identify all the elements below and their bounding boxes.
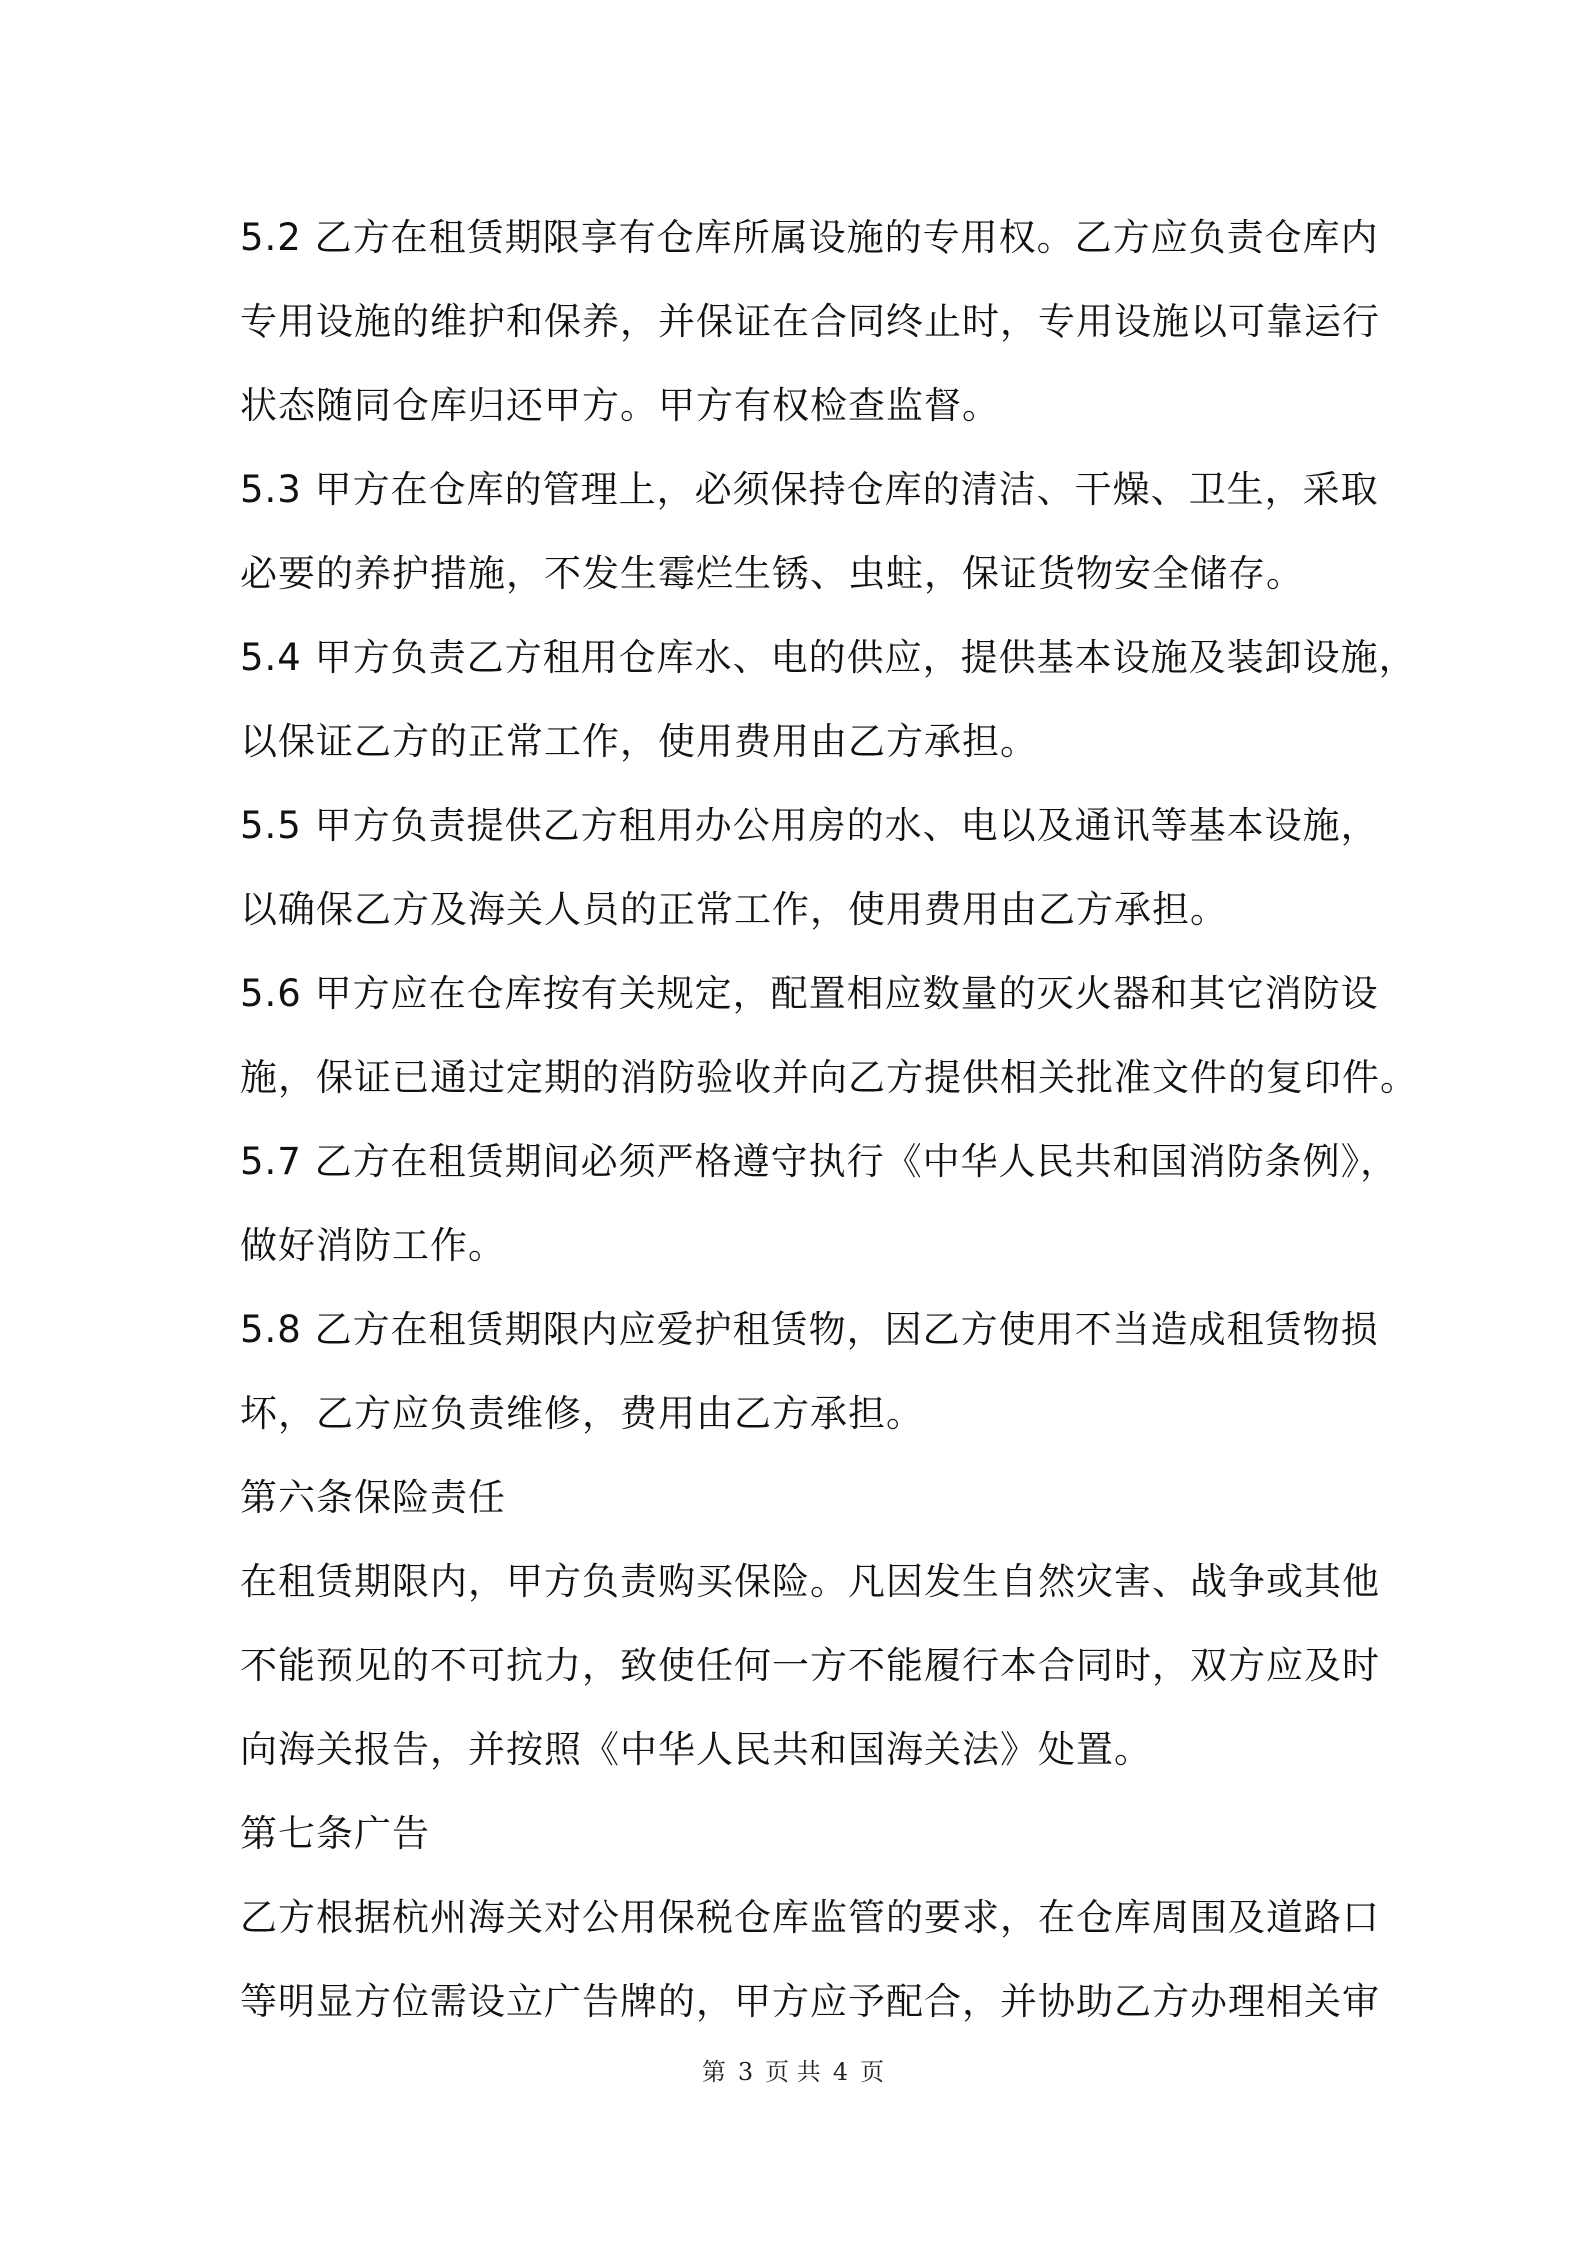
text-line: 做好消防工作。 [240,1224,506,1267]
text-line: 5.3 甲方在仓库的管理上，必须保持仓库的清洁、干燥、卫生，采取 [240,468,1379,511]
text-line: 施，保证已通过定期的消防验收并向乙方提供相关批准文件的复印件。 [240,1056,1418,1099]
current-page-number: 3 [737,2058,754,2086]
page-label-prefix: 第 [701,2058,726,2086]
section-heading: 第六条保险责任 [240,1476,506,1519]
text-line: 不能预见的不可抗力，致使任何一方不能履行本合同时，双方应及时 [240,1644,1380,1687]
page-footer [0,2052,1586,2087]
text-line: 坏，乙方应负责维修，费用由乙方承担。 [240,1392,924,1435]
text-line: 必要的养护措施，不发生霉烂生锈、虫蛀，保证货物安全储存。 [240,552,1304,595]
text-line: 5.2 乙方在租赁期限享有仓库所属设施的专用权。乙方应负责仓库内 [240,216,1379,259]
section-heading: 第七条广告 [240,1812,430,1855]
text-line: 专用设施的维护和保养，并保证在合同终止时，专用设施以可靠运行 [240,300,1380,343]
text-line: 5.4 甲方负责乙方租用仓库水、电的供应，提供基本设施及装卸设施， [240,636,1417,679]
text-line: 状态随同仓库归还甲方。甲方有权检查监督。 [240,384,1000,427]
text-line: 5.8 乙方在租赁期限内应爱护租赁物，因乙方使用不当造成租赁物损 [240,1308,1379,1351]
text-line: 5.7 乙方在租赁期间必须严格遵守执行《中华人民共和国消防条例》， [240,1140,1399,1183]
text-line: 乙方根据杭州海关对公用保税仓库监管的要求，在仓库周围及道路口 [240,1896,1380,1939]
total-pages-number: 4 [832,2058,849,2086]
page-label-suffix: 页 [860,2058,885,2086]
text-line: 5.5 甲方负责提供乙方租用办公用房的水、电以及通讯等基本设施， [240,804,1379,847]
text-line: 等明显方位需设立广告牌的，甲方应予配合，并协助乙方办理相关审 [240,1980,1380,2023]
text-line: 向海关报告，并按照《中华人民共和国海关法》处置。 [240,1728,1152,1771]
text-line: 以确保乙方及海关人员的正常工作，使用费用由乙方承担。 [240,888,1228,931]
document-body [240,196,1418,2044]
text-line: 以保证乙方的正常工作，使用费用由乙方承担。 [240,720,1038,763]
text-line: 5.6 甲方应在仓库按有关规定，配置相应数量的灭火器和其它消防设 [240,972,1379,1015]
page-label-mid: 页 共 [765,2058,821,2086]
text-line: 在租赁期限内，甲方负责购买保险。凡因发生自然灾害、战争或其他 [240,1560,1380,1603]
